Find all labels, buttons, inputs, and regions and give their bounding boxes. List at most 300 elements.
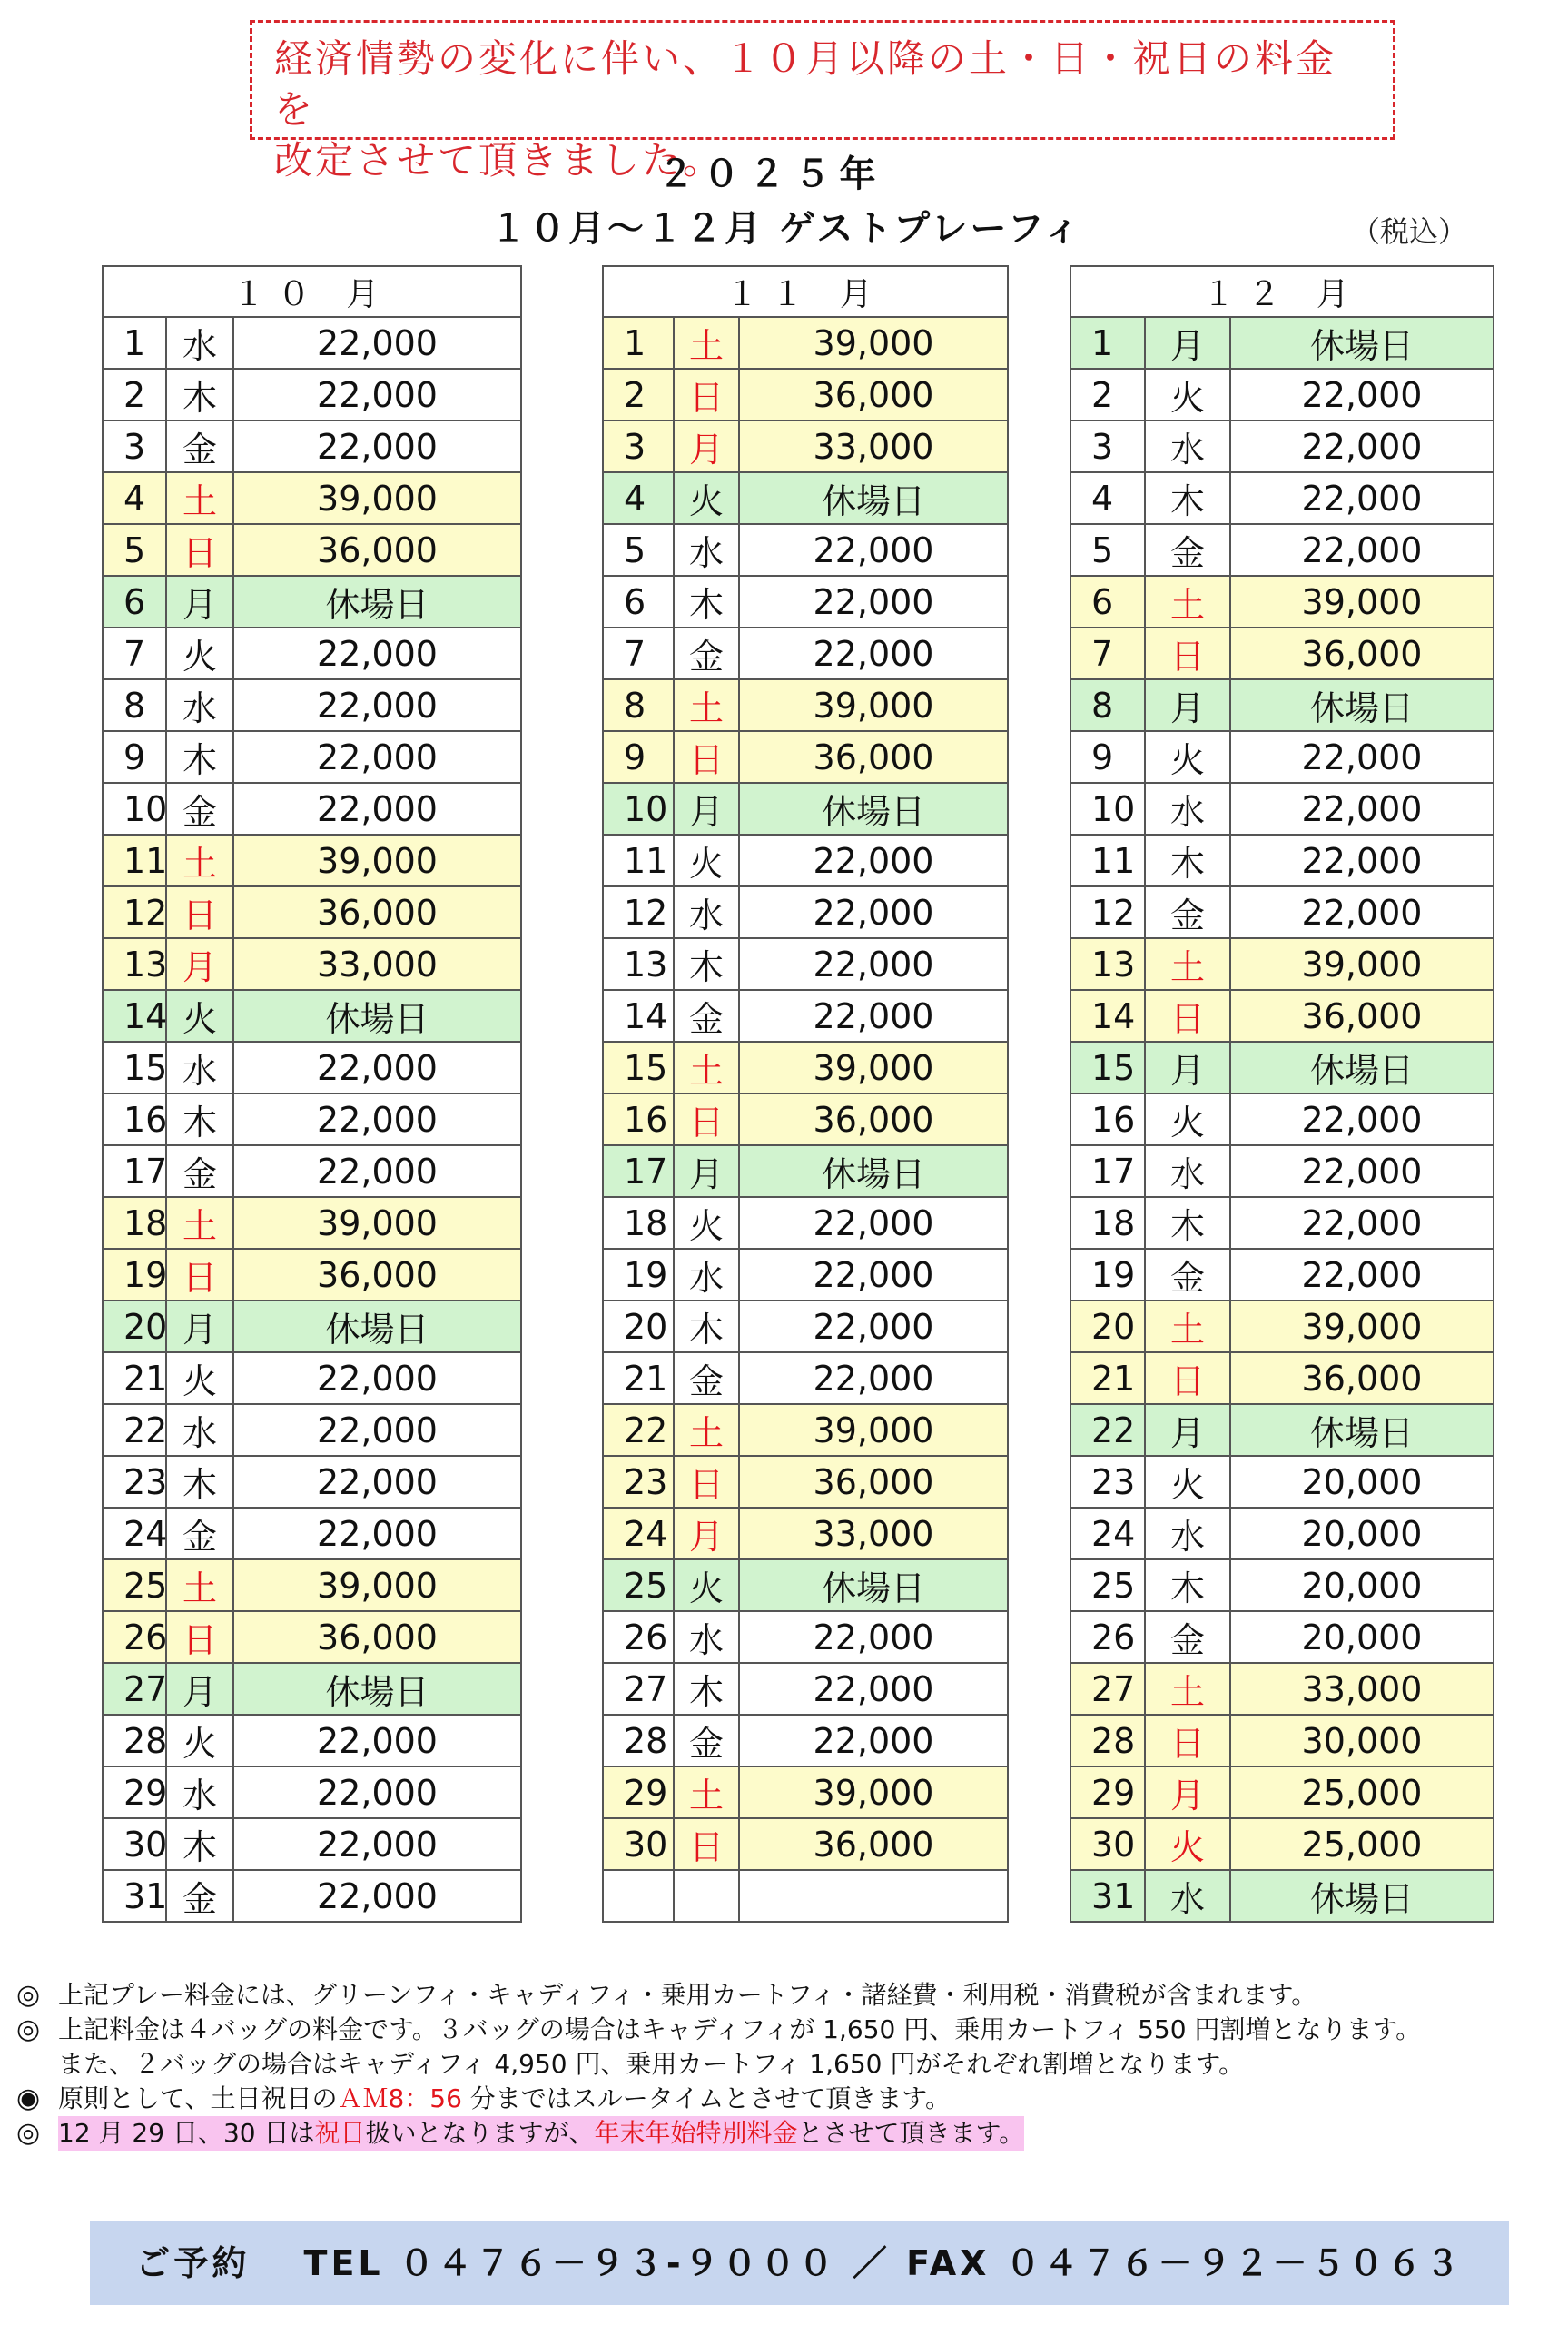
day-price: 22,000 bbox=[739, 886, 1008, 938]
day-price: 39,000 bbox=[739, 1404, 1008, 1456]
day-price bbox=[739, 1870, 1008, 1921]
day-number: 7 bbox=[103, 628, 166, 679]
weekday: 土 bbox=[674, 1042, 739, 1093]
day-number: 15 bbox=[103, 1042, 166, 1093]
day-row bbox=[603, 1093, 1008, 1145]
day-number: 3 bbox=[103, 420, 166, 472]
weekday: 火 bbox=[1145, 369, 1230, 420]
day-number: 16 bbox=[603, 1093, 674, 1145]
weekday: 日 bbox=[674, 369, 739, 420]
day-row bbox=[1070, 835, 1494, 886]
day-number: 6 bbox=[603, 576, 674, 628]
day-row bbox=[1070, 1093, 1494, 1145]
day-number: 26 bbox=[603, 1611, 674, 1663]
note-year-end-special bbox=[16, 2116, 1560, 2151]
day-price: 22,000 bbox=[1230, 524, 1494, 576]
weekday: 日 bbox=[1145, 1715, 1230, 1766]
day-number: 17 bbox=[103, 1145, 166, 1197]
weekday: 土 bbox=[674, 1766, 739, 1818]
day-row bbox=[1070, 731, 1494, 783]
day-number: 4 bbox=[103, 472, 166, 524]
day-price: 22,000 bbox=[233, 679, 521, 731]
day-price: 休場日 bbox=[233, 576, 521, 628]
day-price: 休場日 bbox=[739, 1145, 1008, 1197]
day-row bbox=[103, 731, 521, 783]
weekday: 日 bbox=[1145, 1352, 1230, 1404]
weekday: 月 bbox=[674, 783, 739, 835]
day-number: 12 bbox=[103, 886, 166, 938]
day-price: 25,000 bbox=[1230, 1766, 1494, 1818]
day-row bbox=[1070, 886, 1494, 938]
day-number: 19 bbox=[603, 1249, 674, 1301]
day-row bbox=[603, 1870, 1008, 1921]
day-row bbox=[103, 369, 521, 420]
weekday: 月 bbox=[1145, 1404, 1230, 1456]
weekday: 金 bbox=[166, 1145, 233, 1197]
day-row bbox=[103, 472, 521, 524]
note-text: 12 月 29 日、30 日は祝日扱いとなりますが、年末年始特別料金とさせて頂きます。 bbox=[58, 2116, 1024, 2151]
day-row bbox=[103, 1249, 521, 1301]
weekday: 木 bbox=[1145, 1197, 1230, 1249]
day-number: 17 bbox=[1070, 1145, 1145, 1197]
weekday: 土 bbox=[166, 1559, 233, 1611]
day-row bbox=[103, 1404, 521, 1456]
day-number: 26 bbox=[1070, 1611, 1145, 1663]
weekday: 金 bbox=[166, 420, 233, 472]
day-number: 8 bbox=[603, 679, 674, 731]
day-row bbox=[103, 1352, 521, 1404]
note-included-fees bbox=[16, 1978, 1560, 2013]
day-number: 29 bbox=[1070, 1766, 1145, 1818]
day-row bbox=[103, 420, 521, 472]
year-heading: ２０２５年 bbox=[657, 153, 885, 195]
day-number: 19 bbox=[1070, 1249, 1145, 1301]
month-header: １０ 月 bbox=[103, 266, 521, 317]
day-number: 30 bbox=[1070, 1818, 1145, 1870]
weekday: 金 bbox=[674, 1715, 739, 1766]
day-price: 20,000 bbox=[1230, 1559, 1494, 1611]
day-row bbox=[603, 1145, 1008, 1197]
day-price: 22,000 bbox=[233, 1508, 521, 1559]
day-row bbox=[603, 317, 1008, 369]
weekday: 金 bbox=[1145, 886, 1230, 938]
day-price: 休場日 bbox=[1230, 679, 1494, 731]
weekday: 金 bbox=[674, 628, 739, 679]
day-number: 28 bbox=[1070, 1715, 1145, 1766]
day-number: 6 bbox=[1070, 576, 1145, 628]
tax-included-note: （税込） bbox=[1351, 214, 1468, 249]
day-row bbox=[603, 1715, 1008, 1766]
day-price: 36,000 bbox=[739, 369, 1008, 420]
day-number: 2 bbox=[1070, 369, 1145, 420]
day-number: 23 bbox=[603, 1456, 674, 1508]
day-number: 25 bbox=[1070, 1559, 1145, 1611]
weekday: 日 bbox=[674, 1818, 739, 1870]
day-number: 21 bbox=[103, 1352, 166, 1404]
day-price: 22,000 bbox=[233, 317, 521, 369]
weekday: 木 bbox=[674, 938, 739, 990]
day-price: 22,000 bbox=[739, 1663, 1008, 1715]
day-row bbox=[603, 628, 1008, 679]
day-price: 22,000 bbox=[233, 1818, 521, 1870]
day-row bbox=[1070, 576, 1494, 628]
day-price: 22,000 bbox=[233, 369, 521, 420]
weekday: 水 bbox=[674, 1611, 739, 1663]
day-row bbox=[103, 886, 521, 938]
october-fee-table bbox=[102, 265, 522, 1923]
day-number: 1 bbox=[1070, 317, 1145, 369]
day-number: 1 bbox=[603, 317, 674, 369]
day-number: 18 bbox=[1070, 1197, 1145, 1249]
day-number: 20 bbox=[1070, 1301, 1145, 1352]
day-price: 36,000 bbox=[233, 524, 521, 576]
day-number: 22 bbox=[603, 1404, 674, 1456]
day-number: 14 bbox=[603, 990, 674, 1042]
day-row bbox=[603, 1766, 1008, 1818]
day-price: 36,000 bbox=[233, 886, 521, 938]
day-price: 36,000 bbox=[739, 1456, 1008, 1508]
day-row bbox=[1070, 1508, 1494, 1559]
day-row bbox=[103, 524, 521, 576]
double-circle-icon: ◎ bbox=[16, 2013, 41, 2045]
weekday: 木 bbox=[674, 1301, 739, 1352]
weekday: 土 bbox=[166, 1197, 233, 1249]
month-header: １１ 月 bbox=[603, 266, 1008, 317]
day-number: 11 bbox=[603, 835, 674, 886]
day-row bbox=[603, 1197, 1008, 1249]
day-price: 休場日 bbox=[1230, 1042, 1494, 1093]
day-row bbox=[103, 1508, 521, 1559]
day-row bbox=[103, 1611, 521, 1663]
day-number: 3 bbox=[603, 420, 674, 472]
double-circle-icon: ◎ bbox=[16, 2117, 41, 2149]
day-row bbox=[1070, 1197, 1494, 1249]
notes-section bbox=[16, 1978, 1560, 2151]
day-number: 27 bbox=[603, 1663, 674, 1715]
day-number: 17 bbox=[603, 1145, 674, 1197]
weekday: 水 bbox=[1145, 783, 1230, 835]
day-row bbox=[1070, 1456, 1494, 1508]
day-number: 29 bbox=[603, 1766, 674, 1818]
day-number: 22 bbox=[1070, 1404, 1145, 1456]
day-price: 22,000 bbox=[1230, 369, 1494, 420]
day-number: 29 bbox=[103, 1766, 166, 1818]
day-price: 39,000 bbox=[233, 835, 521, 886]
weekday: 火 bbox=[166, 1715, 233, 1766]
bullseye-icon: ◉ bbox=[16, 2083, 41, 2114]
day-number: 15 bbox=[603, 1042, 674, 1093]
day-row bbox=[103, 1093, 521, 1145]
weekday: 月 bbox=[674, 420, 739, 472]
day-row bbox=[1070, 472, 1494, 524]
day-number: 20 bbox=[603, 1301, 674, 1352]
day-row bbox=[1070, 1249, 1494, 1301]
day-number: 18 bbox=[603, 1197, 674, 1249]
day-price: 休場日 bbox=[1230, 1870, 1494, 1922]
day-number: 13 bbox=[1070, 938, 1145, 990]
day-price: 22,000 bbox=[1230, 835, 1494, 886]
day-price: 22,000 bbox=[739, 524, 1008, 576]
weekday: 日 bbox=[674, 1456, 739, 1508]
day-price: 33,000 bbox=[233, 938, 521, 990]
day-row bbox=[603, 783, 1008, 835]
notice-line-2: 改定させて頂きました。 bbox=[274, 138, 725, 183]
day-number: 18 bbox=[103, 1197, 166, 1249]
day-price: 22,000 bbox=[739, 1249, 1008, 1301]
day-row bbox=[603, 369, 1008, 420]
weekday: 火 bbox=[674, 472, 739, 524]
day-row bbox=[603, 1249, 1008, 1301]
day-row bbox=[103, 835, 521, 886]
weekday: 金 bbox=[1145, 524, 1230, 576]
weekday: 水 bbox=[1145, 1145, 1230, 1197]
weekday: 木 bbox=[166, 1818, 233, 1870]
day-price: 39,000 bbox=[739, 1042, 1008, 1093]
day-price: 22,000 bbox=[233, 1145, 521, 1197]
weekday: 水 bbox=[674, 886, 739, 938]
weekday: 木 bbox=[1145, 472, 1230, 524]
weekday: 金 bbox=[1145, 1611, 1230, 1663]
day-row bbox=[1070, 1559, 1494, 1611]
weekday: 木 bbox=[1145, 1559, 1230, 1611]
weekday: 水 bbox=[674, 1249, 739, 1301]
day-row bbox=[603, 731, 1008, 783]
day-row bbox=[1070, 317, 1494, 369]
weekday: 木 bbox=[674, 576, 739, 628]
weekday: 日 bbox=[674, 1093, 739, 1145]
day-row bbox=[103, 679, 521, 731]
day-price: 22,000 bbox=[1230, 1145, 1494, 1197]
day-row bbox=[1070, 679, 1494, 731]
day-row bbox=[103, 990, 521, 1042]
day-row bbox=[603, 1456, 1008, 1508]
day-price: 39,000 bbox=[739, 1766, 1008, 1818]
day-price: 39,000 bbox=[1230, 576, 1494, 628]
day-row bbox=[103, 1145, 521, 1197]
day-number: 8 bbox=[1070, 679, 1145, 731]
day-number: 8 bbox=[103, 679, 166, 731]
day-price: 22,000 bbox=[233, 1766, 521, 1818]
day-price: 22,000 bbox=[1230, 886, 1494, 938]
weekday: 日 bbox=[674, 731, 739, 783]
weekday: 水 bbox=[166, 317, 233, 369]
note-text-line-2: また、２バッグの場合はキャディフィ 4,950 円、乗用カートフィ 1,650 円がそれぞれ割増となります。 bbox=[58, 2049, 1245, 2079]
day-row bbox=[1070, 420, 1494, 472]
weekday: 火 bbox=[1145, 1818, 1230, 1870]
day-price: 22,000 bbox=[739, 628, 1008, 679]
day-price: 36,000 bbox=[233, 1249, 521, 1301]
day-number: 19 bbox=[103, 1249, 166, 1301]
notice-line-1: 経済情勢の変化に伴い、１０月以降の土・日・祝日の料金を bbox=[274, 36, 1337, 132]
day-row bbox=[603, 1042, 1008, 1093]
note-text-line-1: 上記料金は４バッグの料金です。３バッグの場合はキャディフィが 1,650 円、乗用カートフィ 550 円割増となります。 bbox=[58, 2014, 1422, 2044]
month-header: １２ 月 bbox=[1070, 266, 1494, 317]
day-price: 22,000 bbox=[1230, 1197, 1494, 1249]
weekday: 火 bbox=[166, 628, 233, 679]
day-row bbox=[1070, 369, 1494, 420]
day-number: 1 bbox=[103, 317, 166, 369]
day-price: 33,000 bbox=[739, 420, 1008, 472]
day-price: 22,000 bbox=[233, 1352, 521, 1404]
day-price: 22,000 bbox=[739, 938, 1008, 990]
day-number: 13 bbox=[103, 938, 166, 990]
day-row bbox=[103, 576, 521, 628]
day-number: 2 bbox=[603, 369, 674, 420]
november-fee-table bbox=[602, 265, 1009, 1923]
day-price: 22,000 bbox=[233, 783, 521, 835]
day-price: 22,000 bbox=[233, 628, 521, 679]
day-price: 39,000 bbox=[233, 472, 521, 524]
day-row bbox=[103, 1766, 521, 1818]
day-row bbox=[1070, 1611, 1494, 1663]
weekday: 土 bbox=[674, 1404, 739, 1456]
day-price: 22,000 bbox=[1230, 1249, 1494, 1301]
day-number: 25 bbox=[103, 1559, 166, 1611]
double-circle-icon: ◎ bbox=[16, 1979, 41, 2011]
day-row bbox=[1070, 628, 1494, 679]
weekday: 木 bbox=[166, 1093, 233, 1145]
day-number: 22 bbox=[103, 1404, 166, 1456]
day-price: 22,000 bbox=[739, 990, 1008, 1042]
day-price: 休場日 bbox=[739, 472, 1008, 524]
day-price: 22,000 bbox=[739, 1611, 1008, 1663]
day-price: 36,000 bbox=[233, 1611, 521, 1663]
weekday: 日 bbox=[1145, 628, 1230, 679]
weekday: 水 bbox=[1145, 1870, 1230, 1922]
day-number: 24 bbox=[103, 1508, 166, 1559]
day-row bbox=[103, 1559, 521, 1611]
day-row bbox=[103, 628, 521, 679]
day-price: 休場日 bbox=[233, 990, 521, 1042]
day-price: 25,000 bbox=[1230, 1818, 1494, 1870]
day-price: 22,000 bbox=[1230, 420, 1494, 472]
day-price: 36,000 bbox=[739, 731, 1008, 783]
weekday: 日 bbox=[166, 886, 233, 938]
day-price: 22,000 bbox=[233, 1042, 521, 1093]
weekday: 土 bbox=[1145, 938, 1230, 990]
day-number: 5 bbox=[603, 524, 674, 576]
weekday: 火 bbox=[166, 990, 233, 1042]
day-number: 31 bbox=[1070, 1870, 1145, 1922]
day-number: 7 bbox=[1070, 628, 1145, 679]
weekday: 金 bbox=[674, 1352, 739, 1404]
weekday: 木 bbox=[166, 731, 233, 783]
day-row bbox=[1070, 1145, 1494, 1197]
day-number: 14 bbox=[103, 990, 166, 1042]
day-price: 39,000 bbox=[1230, 938, 1494, 990]
day-price: 33,000 bbox=[1230, 1663, 1494, 1715]
day-price: 22,000 bbox=[739, 1301, 1008, 1352]
weekday: 土 bbox=[166, 835, 233, 886]
day-row bbox=[603, 1611, 1008, 1663]
day-number: 11 bbox=[103, 835, 166, 886]
weekday: 土 bbox=[166, 472, 233, 524]
day-number: 10 bbox=[103, 783, 166, 835]
day-row bbox=[1070, 1715, 1494, 1766]
day-number: 27 bbox=[1070, 1663, 1145, 1715]
day-price: 36,000 bbox=[1230, 990, 1494, 1042]
day-row bbox=[603, 835, 1008, 886]
weekday: 金 bbox=[674, 990, 739, 1042]
day-number: 11 bbox=[1070, 835, 1145, 886]
day-price: 30,000 bbox=[1230, 1715, 1494, 1766]
weekday: 月 bbox=[166, 576, 233, 628]
day-row bbox=[1070, 1301, 1494, 1352]
day-number: 23 bbox=[103, 1456, 166, 1508]
note-bag-surcharge bbox=[16, 2013, 1560, 2082]
day-price: 22,000 bbox=[739, 1715, 1008, 1766]
weekday: 月 bbox=[166, 938, 233, 990]
day-row bbox=[103, 1197, 521, 1249]
day-row bbox=[603, 1559, 1008, 1611]
day-price: 22,000 bbox=[233, 1715, 521, 1766]
day-price: 22,000 bbox=[739, 835, 1008, 886]
weekday: 月 bbox=[1145, 1042, 1230, 1093]
day-price: 22,000 bbox=[1230, 472, 1494, 524]
day-row bbox=[1070, 1766, 1494, 1818]
weekday: 火 bbox=[674, 1559, 739, 1611]
weekday: 木 bbox=[166, 1456, 233, 1508]
day-number: 2 bbox=[103, 369, 166, 420]
day-price: 休場日 bbox=[1230, 1404, 1494, 1456]
day-number: 7 bbox=[603, 628, 674, 679]
day-number bbox=[603, 1870, 674, 1921]
day-row bbox=[103, 1870, 521, 1922]
day-number: 5 bbox=[1070, 524, 1145, 576]
weekday: 木 bbox=[674, 1663, 739, 1715]
day-number: 24 bbox=[1070, 1508, 1145, 1559]
day-price: 22,000 bbox=[1230, 783, 1494, 835]
weekday: 木 bbox=[1145, 835, 1230, 886]
day-price: 39,000 bbox=[233, 1559, 521, 1611]
day-number: 23 bbox=[1070, 1456, 1145, 1508]
day-row bbox=[1070, 1870, 1494, 1922]
weekday: 金 bbox=[166, 1870, 233, 1922]
weekday: 金 bbox=[166, 1508, 233, 1559]
day-price: 休場日 bbox=[739, 1559, 1008, 1611]
day-price: 休場日 bbox=[233, 1301, 521, 1352]
weekday: 月 bbox=[166, 1663, 233, 1715]
day-row bbox=[1070, 938, 1494, 990]
weekday: 水 bbox=[674, 524, 739, 576]
day-row bbox=[1070, 1042, 1494, 1093]
weekday: 月 bbox=[674, 1145, 739, 1197]
day-number: 21 bbox=[603, 1352, 674, 1404]
weekday: 木 bbox=[166, 369, 233, 420]
note-text bbox=[58, 2013, 1421, 2082]
through-time-value: ＡＭ8：56 bbox=[337, 2083, 462, 2113]
day-row bbox=[103, 1456, 521, 1508]
day-price: 22,000 bbox=[233, 1093, 521, 1145]
day-price: 33,000 bbox=[739, 1508, 1008, 1559]
day-number: 27 bbox=[103, 1663, 166, 1715]
day-row bbox=[1070, 990, 1494, 1042]
day-price: 22,000 bbox=[233, 1456, 521, 1508]
day-number: 9 bbox=[103, 731, 166, 783]
day-price: 22,000 bbox=[1230, 1093, 1494, 1145]
day-row bbox=[103, 1663, 521, 1715]
day-number: 26 bbox=[103, 1611, 166, 1663]
day-price: 20,000 bbox=[1230, 1611, 1494, 1663]
weekday: 火 bbox=[674, 1197, 739, 1249]
day-row bbox=[1070, 1663, 1494, 1715]
day-number: 9 bbox=[1070, 731, 1145, 783]
weekday bbox=[674, 1870, 739, 1921]
weekday: 水 bbox=[166, 1766, 233, 1818]
day-number: 9 bbox=[603, 731, 674, 783]
day-number: 28 bbox=[103, 1715, 166, 1766]
weekday: 水 bbox=[166, 1042, 233, 1093]
